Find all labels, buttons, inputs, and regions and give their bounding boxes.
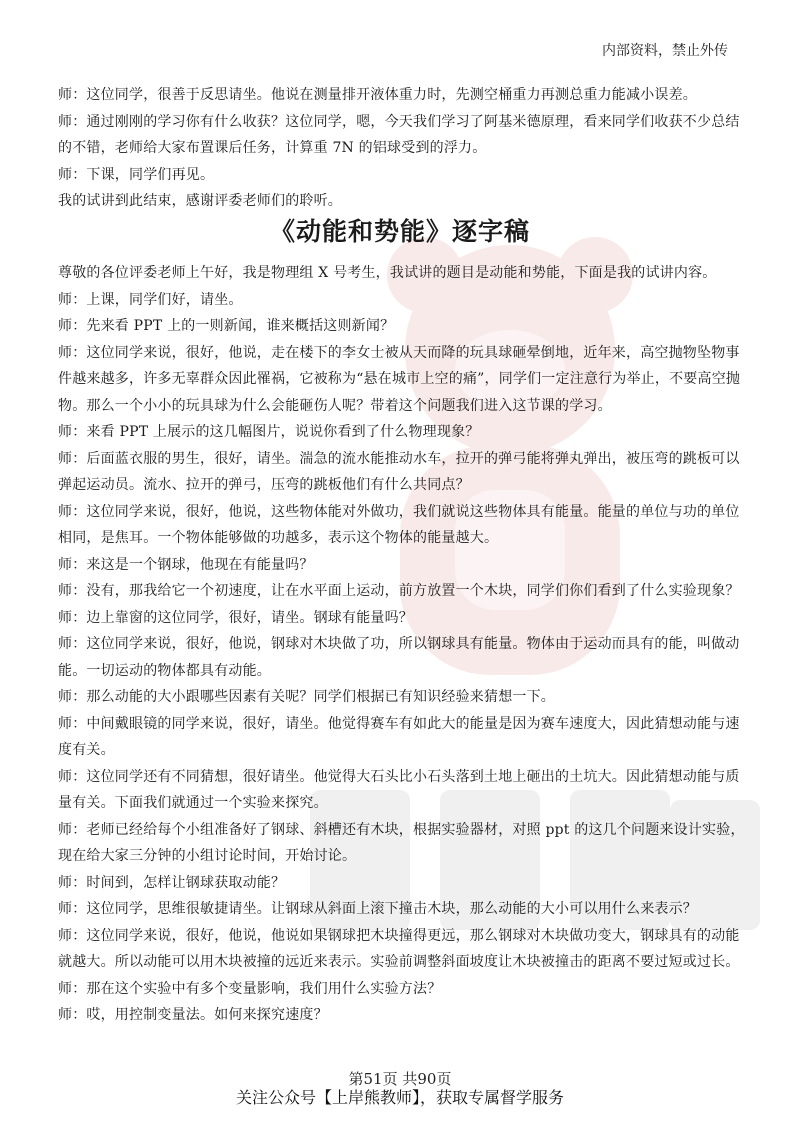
transcript-paragraph: 师：中间戴眼镜的同学来说，很好，请坐。他觉得赛车有如此大的能量是因为赛车速度大，因此猜想动能与速度有关。	[58, 715, 740, 758]
transcript-paragraph: 师：来看 PPT 上展示的这几幅图片，说说你看到了什么物理现象？	[58, 424, 480, 440]
transcript-paragraph: 师：这位同学来说，很好，他说，他说如果钢球把木块撞得更远，那么钢球对木块做功变大，钢球具有的动能就越大。所以动能可以用木块被撞的远近来表示。实验前调整斜面坡度让木块被撞击的距离不要过短或过长。	[58, 927, 740, 970]
previous-paragraph: 师：通过刚刚的学习你有什么收获？这位同学，嗯，今天我们学习了阿基米德原理，看来同学们收获不少总结的不错，老师给大家布置课后任务，计算重 7N 的铝球受到的浮力。	[58, 113, 740, 156]
transcript-paragraph: 师：那么动能的大小跟哪些因素有关呢？同学们根据已有知识经验来猜想一下。	[58, 689, 555, 705]
transcript-body	[58, 260, 750, 1029]
transcript-paragraph: 师：这位同学还有不同猜想，很好请坐。他觉得大石头比小石头落到土地上砸出的土坑大。因此猜想动能与质量有关。下面我们就通过一个实验来探究。	[58, 768, 740, 811]
transcript-paragraph: 师：来这是一个钢球，他现在有能量吗？	[58, 556, 314, 573]
previous-paragraph: 师：这位同学，很善于反思请坐。他说在测量排开液体重力时，先测空桶重力再测总重力能减小误差。	[58, 87, 697, 103]
transcript-paragraph: 师：上课，同学们好，请坐。	[58, 291, 243, 308]
transcript-paragraph: 尊敬的各位评委老师上午好，我是物理组 X 号考生，我试讲的题目是动能和势能，下面是我的试讲内容。	[58, 265, 717, 281]
transcript-paragraph: 师：后面蓝衣服的男生，很好，请坐。湍急的流水能推动水车，拉开的弹弓能将弹丸弹出，被压弯的跳板可以弹起运动员。流水、拉开的弹弓，压弯的跳板他们有什么共同点？	[58, 450, 740, 493]
transcript-paragraph: 师：这位同学来说，很好，他说，走在楼下的李女士被从天而降的玩具球砸晕倒地，近年来，高空抛物坠物事件越来越多，许多无辜群众因此罹祸，它被称为“悬在城市上空的痛”，同学们一定注意行为举止，不要高空抛物。那么一个小小的玩具球为什么会能砸伤人呢？带着这个问题我们进入这节课的学习。	[58, 344, 741, 414]
transcript-paragraph: 师：老师已经给每个小组准备好了钢球、斜槽还有木块，根据实验器材，对照 ppt 的这几个问题来设计实验，现在给大家三分钟的小组讨论时间，开始讨论。	[58, 821, 745, 864]
page-number: 第51页 共90页	[348, 1070, 452, 1088]
previous-section	[58, 82, 748, 215]
transcript-paragraph: 师：时间到，怎样让钢球获取动能？	[58, 874, 286, 891]
transcript-paragraph: 师：边上靠窗的这位同学，很好，请坐。钢球有能量吗？	[58, 609, 413, 626]
transcript-paragraph: 师：这位同学来说，很好，他说，这些物体能对外做功，我们就说这些物体具有能量。能量的单位与功的单位相同，是焦耳。一个物体能够做的功越多，表示这个物体的能量越大。	[58, 503, 740, 546]
transcript-paragraph: 师：没有，那我给它一个初速度，让在水平面上运动，前方放置一个木块，同学们你们看到了什么实验现象？	[58, 583, 740, 599]
footer-promo: 关注公众号【上岸熊教师】，获取专属督学服务	[235, 1088, 564, 1107]
transcript-paragraph: 师：先来看 PPT 上的一则新闻，谁来概括这则新闻？	[58, 318, 395, 334]
header-note: 内部资料，禁止外传	[602, 43, 728, 59]
transcript-paragraph: 师：哎，用控制变量法。如何来探究速度？	[58, 1007, 328, 1023]
previous-paragraph: 我的试讲到此结束，感谢评委老师们的聆听。	[58, 193, 342, 209]
transcript-paragraph: 师：这位同学来说，很好，他说，钢球对木块做了功，所以钢球具有能量。物体由于运动而具有的能，叫做动能。一切运动的物体都具有动能。	[58, 636, 740, 679]
transcript-paragraph: 师：那在这个实验中有多个变量影响，我们用什么实验方法？	[58, 980, 442, 997]
previous-paragraph: 师：下课，同学们再见。	[58, 166, 215, 183]
transcript-paragraph: 师：这位同学，思维很敏捷请坐。让钢球从斜面上滚下撞击木块，那么动能的大小可以用什么来表示？	[58, 901, 697, 917]
document-title: 《动能和势能》逐字稿	[269, 217, 530, 246]
